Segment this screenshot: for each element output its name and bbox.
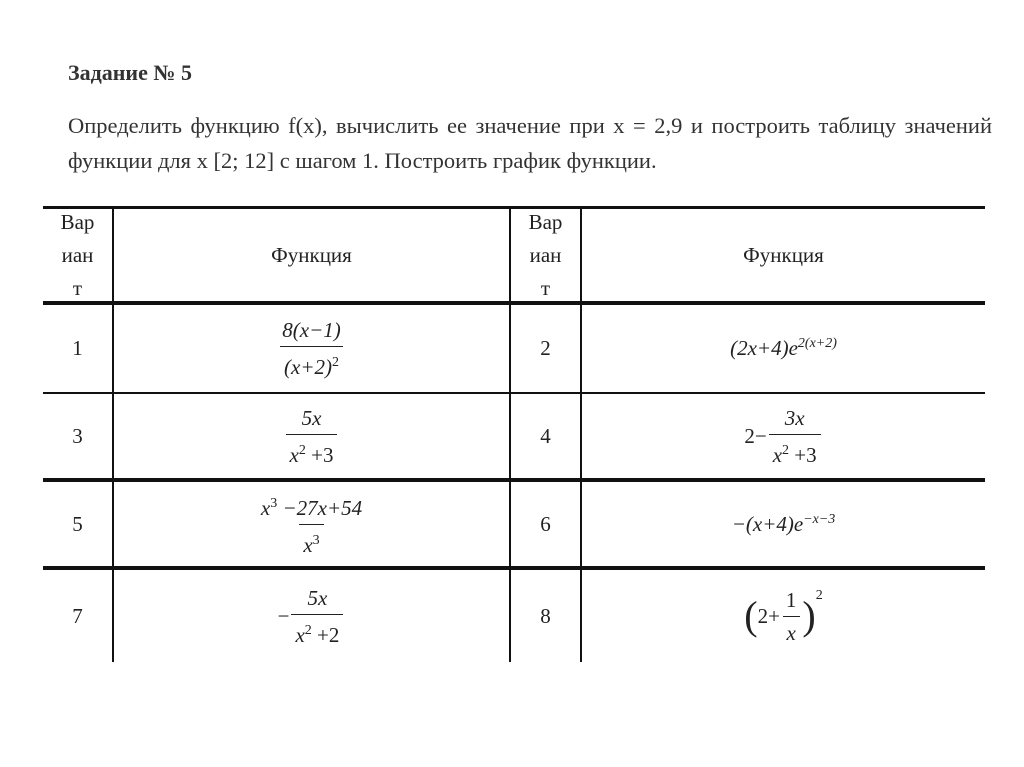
header-text: Вар [60, 209, 95, 234]
variant-number: 7 [72, 603, 83, 628]
denominator: +3 [789, 442, 817, 467]
variant-number: 2 [540, 336, 551, 360]
formula-7 [114, 570, 509, 662]
formula-8 [582, 570, 985, 662]
exponent: 2 [331, 355, 339, 370]
exponent: −x−3 [803, 511, 836, 527]
formula-base: −(x+4)e [731, 511, 804, 536]
formula-2 [582, 305, 985, 392]
exponent: 2(x+2) [797, 336, 837, 351]
variant-number: 1 [72, 336, 83, 360]
denominator: x [772, 442, 783, 467]
formula-3 [114, 394, 509, 478]
denominator: +2 [311, 622, 340, 647]
numerator: −27x+54 [277, 495, 363, 520]
header-function: Функция [271, 242, 352, 267]
header-text: т [540, 275, 551, 300]
paren: ) [802, 593, 816, 638]
formula-prefix: 2− [744, 423, 767, 448]
exponent: 2 [815, 588, 823, 603]
variant-number: 3 [72, 423, 83, 448]
variant-number: 4 [540, 423, 551, 448]
denominator: x [289, 442, 299, 467]
formula-4 [582, 394, 985, 478]
denominator: +3 [305, 442, 334, 467]
numerator: 3x [784, 405, 805, 430]
formula-base: (2x+4)e [730, 336, 798, 360]
paren: ( [744, 593, 758, 638]
header-variant [511, 209, 580, 301]
task-title: Задание № 5 [68, 60, 192, 85]
variant-number: 5 [72, 511, 83, 536]
numerator: 5x [301, 405, 322, 430]
header-text: т [72, 275, 83, 300]
numerator: 5x [307, 585, 328, 610]
numerator: 1 [785, 587, 797, 612]
denominator: x [783, 616, 800, 647]
formula-6 [582, 482, 985, 566]
header-text: Вар [528, 209, 563, 234]
denominator: x [303, 532, 313, 557]
exponent: 2 [298, 442, 306, 458]
exponent: 2 [782, 442, 790, 458]
formula-5 [114, 482, 509, 566]
exponent: 3 [270, 495, 278, 511]
task-description: Определить функцию f(x), вычислить ее значение при x = 2,9 и построить таблицу значений функции для x [2; 12] с шагом 1. Построить график функции. [68, 113, 992, 173]
formula-prefix: 2+ [757, 603, 780, 628]
numerator: 8(x−1) [282, 318, 341, 342]
header-function: Функция [743, 242, 824, 267]
denominator: x [295, 622, 305, 647]
formula-prefix: − [277, 603, 290, 628]
exponent: 2 [304, 622, 312, 638]
variant-number: 8 [540, 603, 551, 628]
header-variant [43, 209, 112, 301]
formula-1 [114, 305, 509, 392]
numerator: x [260, 495, 271, 520]
exponent: 3 [312, 532, 320, 548]
functions-table [43, 206, 985, 662]
denominator: (x+2) [284, 355, 332, 379]
header-text: иан [61, 242, 94, 267]
variant-number: 6 [540, 511, 551, 536]
header-text: иан [529, 242, 562, 267]
